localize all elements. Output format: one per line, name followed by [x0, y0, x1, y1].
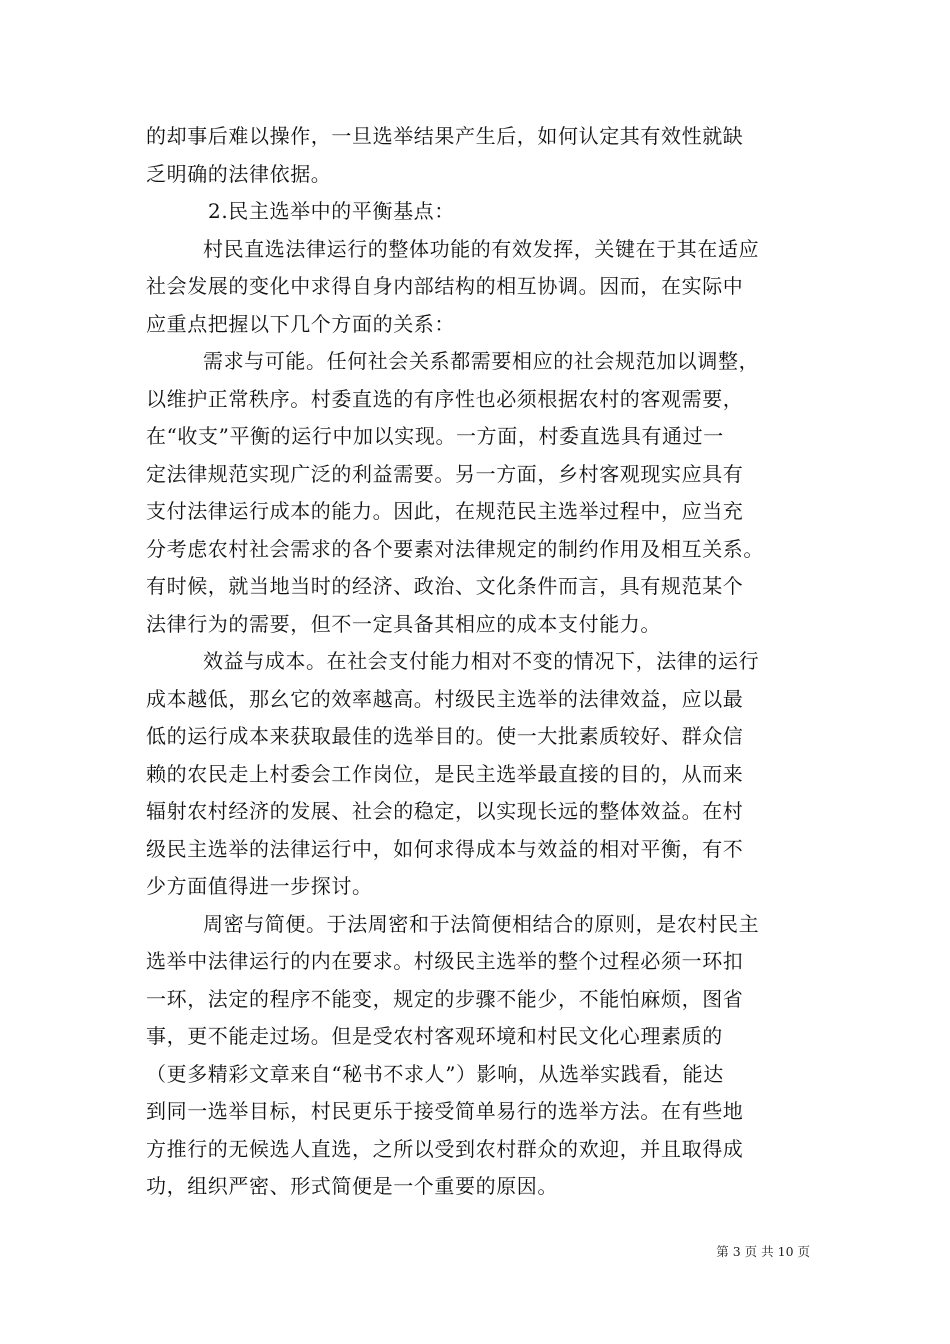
- text-line: 功，组织严密、形式简便是一个重要的原因。: [146, 1174, 558, 1198]
- text-line: 低的运行成本来获取最佳的选举目的。使一大批素质较好、群众信: [146, 724, 744, 748]
- text-line: 方推行的无候选人直选，之所以受到农村群众的欢迎，并且取得成: [146, 1136, 744, 1161]
- text-line: 应重点把握以下几个方面的关系：: [146, 311, 455, 336]
- text-line: 级民主选举的法律运行中，如何求得成本与效益的相对平衡，有不: [146, 836, 744, 861]
- text-line: 一环，法定的程序不能变，规定的步骤不能少，不能怕麻烦，图省: [146, 986, 744, 1011]
- text-line: 在“收支”平衡的运行中加以实现。一方面，村委直选具有通过一: [146, 424, 724, 448]
- document-body: [146, 118, 812, 1206]
- text-line: 事，更不能走过场。但是受农村客观环境和村民文化心理素质的: [146, 1024, 723, 1048]
- paragraph-first-line: 周密与简便。于法周密和于法简便相结合的原则，是农村民主: [203, 911, 760, 936]
- page-number-footer: 第 3 页 共 10 页: [716, 1244, 810, 1259]
- text-line: 法律行为的需要，但不一定具备其相应的成本支付能力。: [146, 611, 661, 636]
- text-line: 的却事后难以操作，一旦选举结果产生后，如何认定其有效性就缺: [146, 124, 744, 148]
- paragraph-first-line: 效益与成本。在社会支付能力相对不变的情况下，法律的运行: [203, 649, 760, 673]
- text-line: 乏明确的法律依据。: [146, 161, 332, 186]
- text-line: 定法律规范实现广泛的利益需要。另一方面，乡村客观现实应具有: [146, 461, 744, 486]
- paragraph-first-line: 需求与可能。任何社会关系都需要相应的社会规范加以调整，: [203, 349, 760, 373]
- section-heading: 2.民主选举中的平衡基点：: [208, 199, 455, 223]
- text-line: 有时候，就当地当时的经济、政治、文化条件而言，具有规范某个: [146, 574, 744, 598]
- text-line: 成本越低，那幺它的效率越高。村级民主选举的法律效益，应以最: [146, 686, 744, 711]
- text-line: 辐射农村经济的发展、社会的稳定，以实现长远的整体效益。在村: [146, 799, 744, 823]
- paragraph-first-line: 村民直选法律运行的整体功能的有效发挥，关键在于其在适应: [203, 236, 760, 261]
- text-line: 分考虑农村社会需求的各个要素对法律规定的制约作用及相互关系。: [146, 536, 764, 561]
- text-line: （更多精彩文章来自“秘书不求人”）影响，从选举实践看，能达: [146, 1061, 724, 1086]
- text-line: 到同一选举目标，村民更乐于接受简单易行的选举方法。在有些地: [146, 1099, 744, 1123]
- text-line: 社会发展的变化中求得自身内部结构的相互协调。因而，在实际中: [146, 274, 744, 298]
- text-line: 赖的农民走上村委会工作岗位，是民主选举最直接的目的，从而来: [146, 761, 744, 786]
- text-line: 支付法律运行成本的能力。因此，在规范民主选举过程中，应当充: [146, 499, 744, 523]
- text-line: 选举中法律运行的内在要求。村级民主选举的整个过程必须一环扣: [146, 949, 744, 973]
- text-line: 少方面值得进一步探讨。: [146, 874, 373, 898]
- text-line: 以维护正常秩序。村委直选的有序性也必须根据农村的客观需要，: [146, 386, 744, 411]
